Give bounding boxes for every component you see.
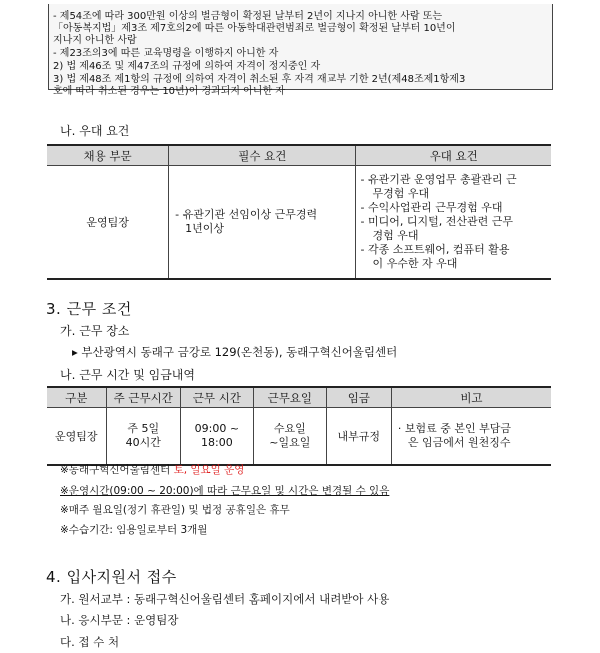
application-form: 가. 원서교부 : 동래구혁신어울림센터 홈페이지에서 내려받아 사용 [60,592,390,606]
preference-table [47,144,551,280]
hours-line: 09:00 ~ [194,422,240,435]
hours-line: 18:00 [201,436,233,449]
preferred-line: 이 우수한 자 우대 [372,257,458,270]
column-header: 채용 부문 [47,145,169,166]
work-place-heading: 가. 근무 장소 [60,324,130,338]
preference-heading: 나. 우대 요건 [60,124,130,138]
application-section-heading: 4. 입사지원서 접수 [46,568,177,586]
column-header: 구분 [47,387,106,408]
hours-cell [180,408,253,466]
application-place: 다. 접 수 처 [60,635,120,649]
table-header-row [47,145,551,166]
preferred-line: 무경험 우대 [372,187,430,200]
disqualification-box [48,4,553,97]
table-row [47,408,551,466]
note-closed-days: ※매주 월요일(정기 휴관일) 및 법정 공휴일은 휴무 [60,504,290,516]
note-cell [391,408,551,466]
note-line: 은 임금에서 원천징수 [407,436,511,449]
column-header: 임금 [326,387,391,408]
preferred-line: 경험 우대 [372,229,419,242]
column-header: 주 근무시간 [106,387,180,408]
note-operating-days-highlight: 토, 일요일 운영 [173,464,245,476]
preferred-line: - 유관기관 운영업무 총괄관리 근 [360,173,517,186]
disqualification-line: 「아동복지법」제3조 제7호의2에 따른 아동학대관련범죄로 벌금형이 확정된 날부터 10년이 [53,23,456,34]
disqualification-line: 호에 따라 취소된 경우는 10년)이 경과되지 아니한 자 [53,86,286,97]
column-header: 비고 [391,387,551,408]
column-header: 근무요일 [253,387,326,408]
column-header: 우대 요건 [356,145,551,166]
disqualification-line: 3) 법 제48조 제1항의 규정에 의하여 자격이 취소된 후 자격 재교부 기한 2년(제48조제1항제3 [53,74,466,85]
preferred-line: - 미디어, 디지털, 전산관련 근무 [360,215,513,228]
work-section-heading: 3. 근무 조건 [46,300,132,318]
required-line: 1년이상 [185,222,225,235]
table-header-row [47,387,551,408]
column-header: 필수 요건 [169,145,356,166]
column-header: 근무 시간 [180,387,253,408]
weekly-hours-cell [106,408,180,466]
note-operating-days [60,462,244,477]
work-time-heading: 나. 근무 시간 및 임금내역 [60,368,195,382]
wage-cell: 내부규정 [326,408,391,466]
required-line: - 유관기관 선임이상 근무경력 [175,208,318,221]
days-line: ~일요일 [269,436,311,449]
dept-cell: 운영팀장 [47,166,169,280]
work-place: ▸ 부산광역시 동래구 금강로 129(온천동), 동래구혁신어울림센터 [72,345,398,359]
required-cell [169,166,356,280]
disqualification-line: - 제23조의3에 따른 교육명령을 이행하지 아니한 자 [53,48,279,59]
note-operating-days-prefix: ※동래구혁신어울림센터 [60,464,174,476]
dept-cell: 운영팀장 [47,408,106,466]
note-line: · 보험료 중 본인 부담금 [397,422,512,435]
application-dept: 나. 응시부문 : 운영팀장 [60,613,179,627]
weekly-hours-line: 40시간 [125,436,161,449]
days-line: 수요일 [273,422,306,435]
days-cell [253,408,326,466]
disqualification-line: - 제54조에 따라 300만원 이상의 벌금형이 확정된 날부터 2년이 지나지 아니한 사람 또는 [53,11,443,22]
note-hours-change: ※운영시간(09:00 ~ 20:00)에 따라 근무요일 및 시간은 변경될 수 있음 [60,485,390,497]
weekly-hours-line: 주 5일 [127,422,160,435]
disqualification-line: 2) 법 제46조 및 제47조의 규정에 의하여 자격이 정지중인 자 [53,61,321,72]
preferred-line: - 수익사업관리 근무경험 우대 [360,201,503,214]
note-probation: ※수습기간: 임용일로부터 3개월 [60,524,208,536]
preferred-cell [356,166,551,280]
disqualification-line: 지나지 아니한 사람 [53,35,137,46]
table-row [47,166,551,280]
work-time-table [47,386,551,466]
preferred-line: - 각종 소프트웨어, 컴퓨터 활용 [360,243,510,256]
